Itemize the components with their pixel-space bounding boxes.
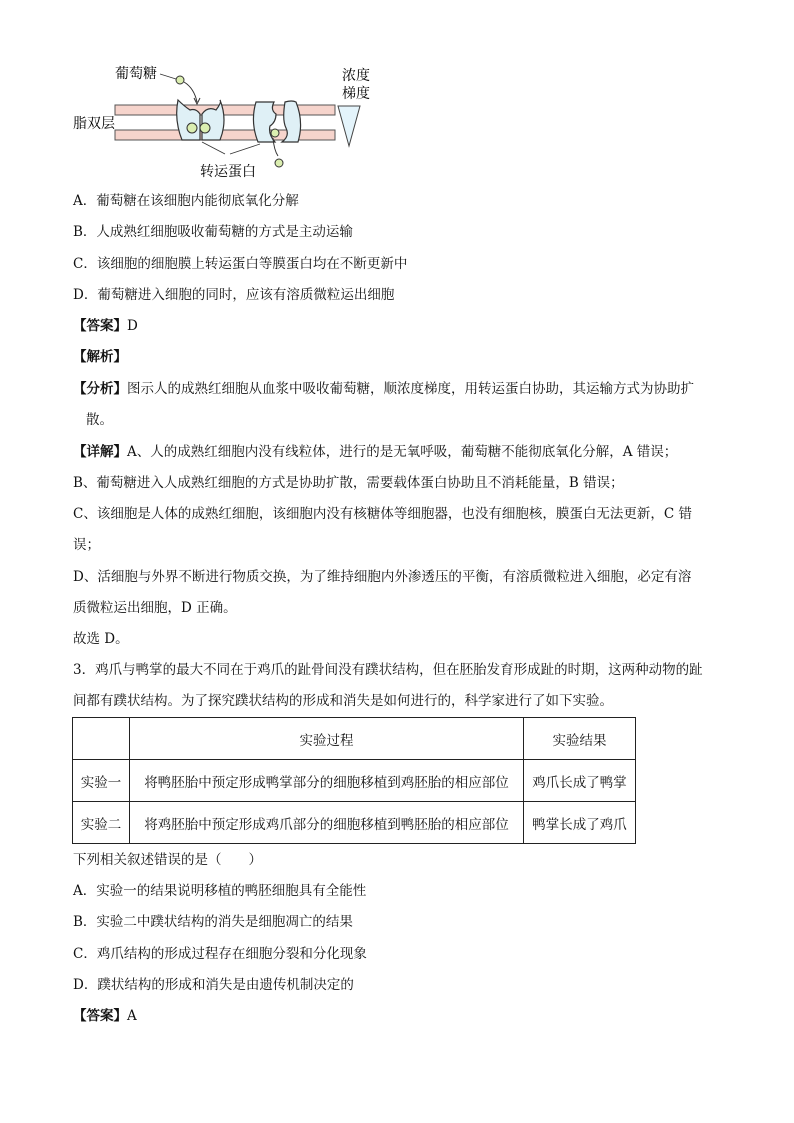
table-header-cell: 实验结果: [524, 718, 636, 760]
bilayer-bottom: [115, 130, 335, 140]
q3-prompt: 下列相关叙述错误的是（ ）: [73, 852, 262, 868]
table-header-cell: [73, 718, 130, 760]
q2-fenxi-line2: 散。: [86, 412, 113, 428]
glucose-label: 葡萄糖: [115, 66, 157, 82]
table-cell: 实验一: [73, 760, 130, 802]
q3-option-d: D．蹼状结构的形成和消失是由遗传机制决定的: [73, 977, 354, 993]
fenxi-tag: 【分析】: [73, 381, 127, 397]
table-cell: 实验二: [73, 802, 130, 844]
table-cell: 将鸡胚胎中预定形成鸡爪部分的细胞移植到鸭胚胎的相应部位: [130, 802, 524, 844]
experiment-table: [72, 717, 636, 844]
table-header-row: [73, 718, 636, 760]
q2-conclusion: 故选 D。: [73, 631, 129, 647]
table-cell: 鸡爪长成了鸭掌: [524, 760, 636, 802]
q2-answer: [73, 316, 138, 336]
q2-detail-b: B、葡萄糖进入人成熟红细胞的方式是协助扩散，需要载体蛋白协助且不消耗能量，B 错误；: [73, 475, 624, 491]
detail-a-text: A、人的成熟红细胞内没有线粒体，进行的是无氧呼吸，葡萄糖不能彻底氧化分解，A 错误；: [127, 444, 678, 460]
table-header-cell: 实验过程: [130, 718, 524, 760]
q2-option-d: D．葡萄糖进入细胞的同时，应该有溶质微粒运出细胞: [73, 287, 395, 303]
q2-detail-d1: D、活细胞与外界不断进行物质交换，为了维持细胞内外渗透压的平衡，有溶质微粒进入细胞，必定有溶: [73, 569, 692, 585]
q3-option-c: C．鸡爪结构的形成过程存在细胞分裂和分化现象: [73, 946, 367, 962]
q2-analysis-tag: 【解析】: [73, 349, 127, 365]
fenxi-text: 图示人的成熟红细胞从血浆中吸收葡萄糖，顺浓度梯度，用转运蛋白协助，其运输方式为协助扩: [127, 381, 694, 397]
q3-stem-line1: 3．鸡爪与鸭掌的最大不同在于鸡爪的趾骨间没有蹼状结构，但在胚胎发育形成趾的时期，这两种动物的趾: [73, 662, 703, 678]
gradient-triangle: [338, 106, 360, 146]
gradient-label-line2: 梯度: [342, 86, 370, 102]
q2-option-b: B．人成熟红细胞吸收葡萄糖的方式是主动运输: [73, 224, 353, 240]
table-cell: 鸭掌长成了鸡爪: [524, 802, 636, 844]
q3-stem-line2: 间都有蹼状结构。为了探究蹼状结构的形成和消失是如何进行的，科学家进行了如下实验。: [73, 693, 613, 709]
glucose-transport-diagram: [70, 58, 400, 183]
q3-answer: [73, 1006, 137, 1026]
q2-detail-a: [73, 442, 677, 462]
arrow-out: [273, 138, 278, 156]
answer-tag: 【答案】: [73, 318, 127, 334]
detail-tag: 【详解】: [73, 444, 127, 460]
answer-value: A: [127, 1008, 137, 1024]
glucose-molecule-inside: [275, 159, 283, 167]
q3-option-a: A．实验一的结果说明移植的鸭胚细胞具有全能性: [73, 883, 367, 899]
glucose-molecule-outside: [176, 76, 184, 84]
q2-detail-c1: C、该细胞是人体的成熟红细胞，该细胞内没有核糖体等细胞器，也没有细胞核，膜蛋白无法更新，C 错: [73, 506, 692, 522]
q3-option-b: B．实验二中蹼状结构的消失是细胞凋亡的结果: [73, 914, 353, 930]
bilayer-top: [115, 105, 335, 115]
answer-value: D: [127, 318, 138, 334]
q2-option-a: A．葡萄糖在该细胞内能彻底氧化分解: [73, 193, 299, 209]
q2-detail-c2: 误；: [73, 537, 100, 553]
table-cell: 将鸭胚胎中预定形成鸭掌部分的细胞移植到鸡胚胎的相应部位: [130, 760, 524, 802]
gradient-label-line1: 浓度: [342, 68, 370, 84]
table-row: [73, 760, 636, 802]
q2-detail-d2: 质微粒运出细胞，D 正确。: [73, 600, 237, 616]
lipid-bilayer-label: 脂双层: [73, 116, 115, 132]
q2-option-c: C．该细胞的细胞膜上转运蛋白等膜蛋白均在不断更新中: [73, 256, 408, 272]
answer-tag: 【答案】: [73, 1008, 127, 1024]
table-row: [73, 802, 636, 844]
q2-fenxi-line1: [73, 379, 694, 399]
transport-protein-label: 转运蛋白: [200, 164, 256, 180]
